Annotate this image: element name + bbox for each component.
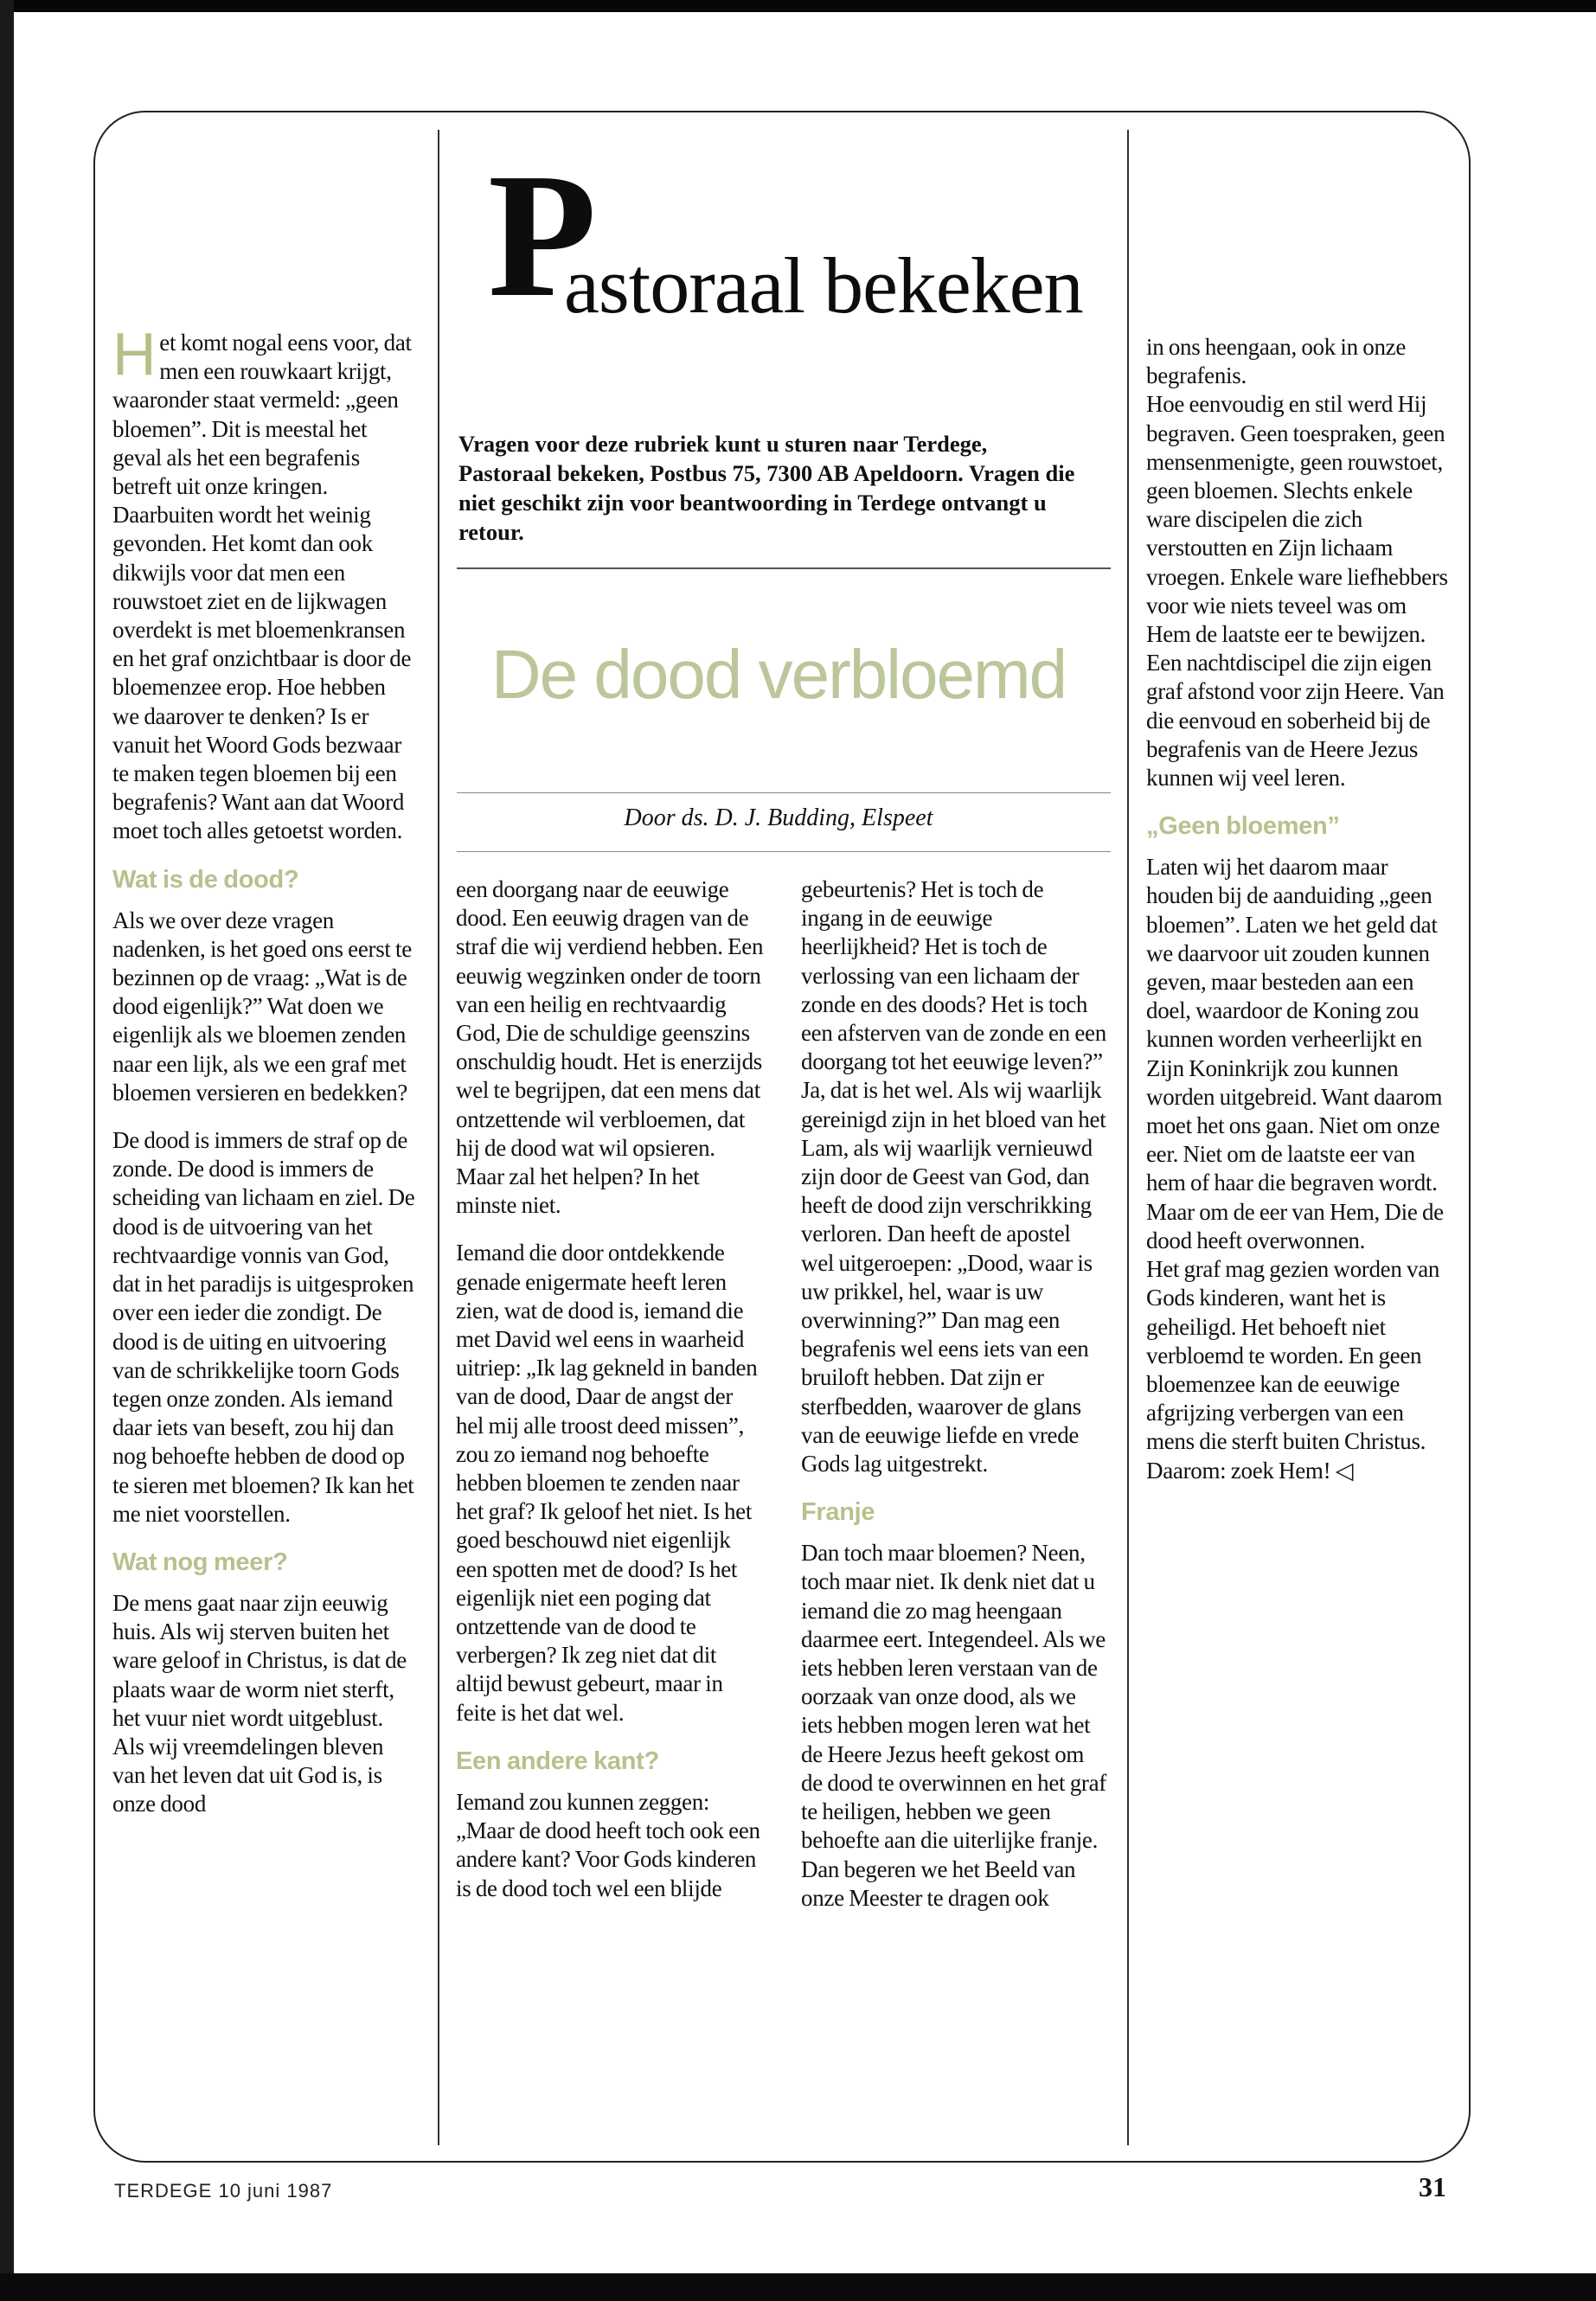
subheading: Franje (801, 1498, 875, 1527)
page-number: 31 (1419, 2171, 1446, 2202)
paragraph: in ons heengaan, ook in onze begrafenis. (1146, 334, 1407, 389)
paragraph: Het graf mag gezien worden van Gods kinderen, want het is geheiligd. Het behoeft niet verbloemd te worden. En geen bloemenzee kan de eeuwige afgrijzing verbergen van een mens die sterft buiten Christus. Daarom: zoek Hem! ◁ (1146, 1256, 1440, 1484)
paragraph: Iemand die door ontdekkende genade enigermate heeft leren zien, wat de dood is, iemand die met David wel eens in waarheid uitriep: „Ik lag gekneld in banden van de dood, Daar de angst der hel mij alle troost deed missen”, zou zo iemand nog behoefte hebben bloemen te zenden naar het graf? Ik geloof het niet. Is het goed beschouwd niet eigenlijk een spotten met de dood? Is het eigenlijk niet een poging dat ontzettende van de dood te verbergen? Ik zeg niet dat dit altijd bewust gebeurt, maar in feite is het dat wel. (456, 1240, 758, 1726)
paragraph: Hoe eenvoudig en stil werd Hij begraven. Geen toespraken, geen mensenmenigte, geen rouwstoet, geen bloemen. Slechts enkele ware discipelen die zich verstoutten en Zijn lichaam vroegen. Enkele ware liefhebbers voor wie niets teveel was om Hem de laatste eer te bewijzen. Een nachtdiscipel die zijn eigen graf afstond voor zijn Heere. Van die eenvoud en soberheid bij de begrafenis van de Heere Jezus kunnen wij veel leren. (1146, 391, 1448, 792)
paragraph: De dood is immers de straf op de zonde. De dood is immers de scheiding van lichaam en ziel. De dood is de uitvoering van het rechtvaardige vonnis van God, dat in het paradijs is uitgesproken over een ieder die zondigt. De dood is de uiting en uitvoering van de schrikkelijke toorn Gods tegen onze zonden. Als iemand daar iets van beseft, zou hij dan nog behoefte hebben de dood op te sieren met bloemen? Ik kan het me niet voorstellen. (112, 1127, 415, 1527)
scan-edge-bottom (0, 2273, 1596, 2301)
subheading: „Geen bloemen” (1146, 812, 1340, 841)
drop-cap: H (112, 320, 157, 388)
paragraph: Laten wij het daarom maar houden bij de aanduiding „geen bloemen”. Laten we het geld dat we daarvoor uit zouden kunnen geven, maar besteden aan een doel, waardoor de Koning zou kunnen worden verheerlijkt en Zijn Koninkrijk zou kunnen worden uitgebreid. Want daarom moet het ons gaan. Niet om onze eer. Niet om de laatste eer van hem of haar die begraven wordt. Maar om de eer van Hem, Die de dood heeft overwonnen. (1146, 854, 1444, 1253)
column-1 (112, 320, 417, 1838)
paragraph: Als we over deze vragen nadenken, is het goed ons eerst te bezinnen op de vraag: „Wat is de dood eigenlijk?” Wat doen we eigenlijk als we bloemen zenden naar een lijk, als we een graf met bloemen versieren en bedekken? (112, 907, 412, 1106)
paragraph: Dan toch maar bloemen? Neen, toch maar niet. Ik denk niet dat u iemand die zo mag heengaan daarmee eert. Integendeel. Als we iets hebben leren verstaan van de oorzaak van onze dood, als we iets hebben mogen leren wat het de Heere Jezus heeft gekost om de dood te overwinnen en het graf te heiligen, hebben we geen behoefte aan die uiterlijke franje. Dan begeren we het Beeld van onze Meester te dragen ook (801, 1540, 1106, 1911)
paragraph: Iemand zou kunnen zeggen: „Maar de dood heeft toch ook een andere kant? Voor Gods kinderen is de dood toch wel een blijde (456, 1788, 760, 1901)
scan-edge-left (0, 0, 14, 2301)
article-byline: Door ds. D. J. Budding, Elspeet (624, 804, 933, 831)
column-2 (456, 875, 764, 1922)
rubric-title-rest: astoraal bekeken (564, 241, 1083, 330)
paragraph: gebeurtenis? Het is toch de ingang in de eeuwige heerlijkheid? Het is toch de verlossing van een lichaam der zonde en des doods? Het is toch een afsterven van de zonde en een doorgang tot het eeuwige leven?” Ja, dat is het wel. Als wij waarlijk gereinigd zijn in het bloed van het Lam, als wij waarlijk vernieuwd zijn door de Geest van God, dan heeft de dood zijn verschrikking verloren. Dan heeft de apostel wel uitgeroepen: „Dood, waar is uw prikkel, hel, waar is uw overwinning?” Dan mag een begrafenis wel eens iets van een bruiloft hebben. Dat zijn er sterfbedden, waarover de glans van de eeuwige liefde en vrede Gods lag uitgestrekt. (801, 876, 1106, 1477)
scan-edge-top (0, 0, 1596, 12)
article-headline: De dood verbloemd (490, 636, 1067, 713)
subheading: Een andere kant? (456, 1747, 659, 1775)
rubric-intro: Vragen voor deze rubriek kunt u sturen naar Terdege, Pastoraal bekeken, Postbus 75, 7300 AB Apeldoorn. Vragen die niet geschikt zijn voor beantwoording in Terdege ontvangt u retour. (458, 431, 1075, 545)
paragraph: een doorgang naar de eeuwige dood. Een eeuwig dragen van de straf die wij verdiend hebben. Een eeuwig wegzinken onder de toorn van een heilig en rechtvaardig God, Die de schuldige geenszins onschuldig houdt. Het is enerzijds wel te begrijpen, dat een mens dat ontzettende wil verbloemen, dat hij de dood wat wil opsieren. Maar zal het helpen? In het minste niet. (456, 876, 764, 1219)
paragraph: De mens gaat naar zijn eeuwig huis. Als wij sterven buiten het ware geloof in Christus, is dat de plaats waar de worm niet sterft, het vuur niet wordt uitgeblust. Als wij vreemdelingen bleven van het leven dat uit God is, is onze dood (112, 1589, 407, 1817)
column-3 (801, 875, 1107, 1932)
subheading: Wat nog meer? (112, 1548, 288, 1576)
column-divider-right (1127, 130, 1129, 2145)
paragraph: Het komt nogal eens voor, dat men een rouwkaart krijgt, waaronder staat vermeld: „geen bloemen”. Dit is meestal het geval als het een begrafenis betreft uit onze kringen. Daarbuiten wordt het weinig gevonden. Het komt dan ook dikwijls voor dat men een rouwstoet ziet en de lijkwagen overdekt is met bloemenkransen en het graf onzichtbaar is door de bloemenzee erop. Hoe hebben we daarover te denken? Is er vanuit het Woord Gods bezwaar te maken tegen bloemen bij een begrafenis? Want aan dat Woord moet toch alles getoetst worden. (112, 320, 412, 844)
divider-below-intro (457, 567, 1111, 569)
subheading: Wat is de dood? (112, 865, 299, 894)
divider-below-byline (457, 851, 1111, 852)
column-4 (1146, 333, 1451, 1504)
column-divider-left (438, 130, 439, 2145)
footer-publication: TERDEGE 10 juni 1987 (114, 2180, 333, 2202)
rubric-title-initial: P (488, 136, 597, 334)
rubric-title (450, 136, 1116, 336)
divider-above-byline (457, 792, 1111, 793)
